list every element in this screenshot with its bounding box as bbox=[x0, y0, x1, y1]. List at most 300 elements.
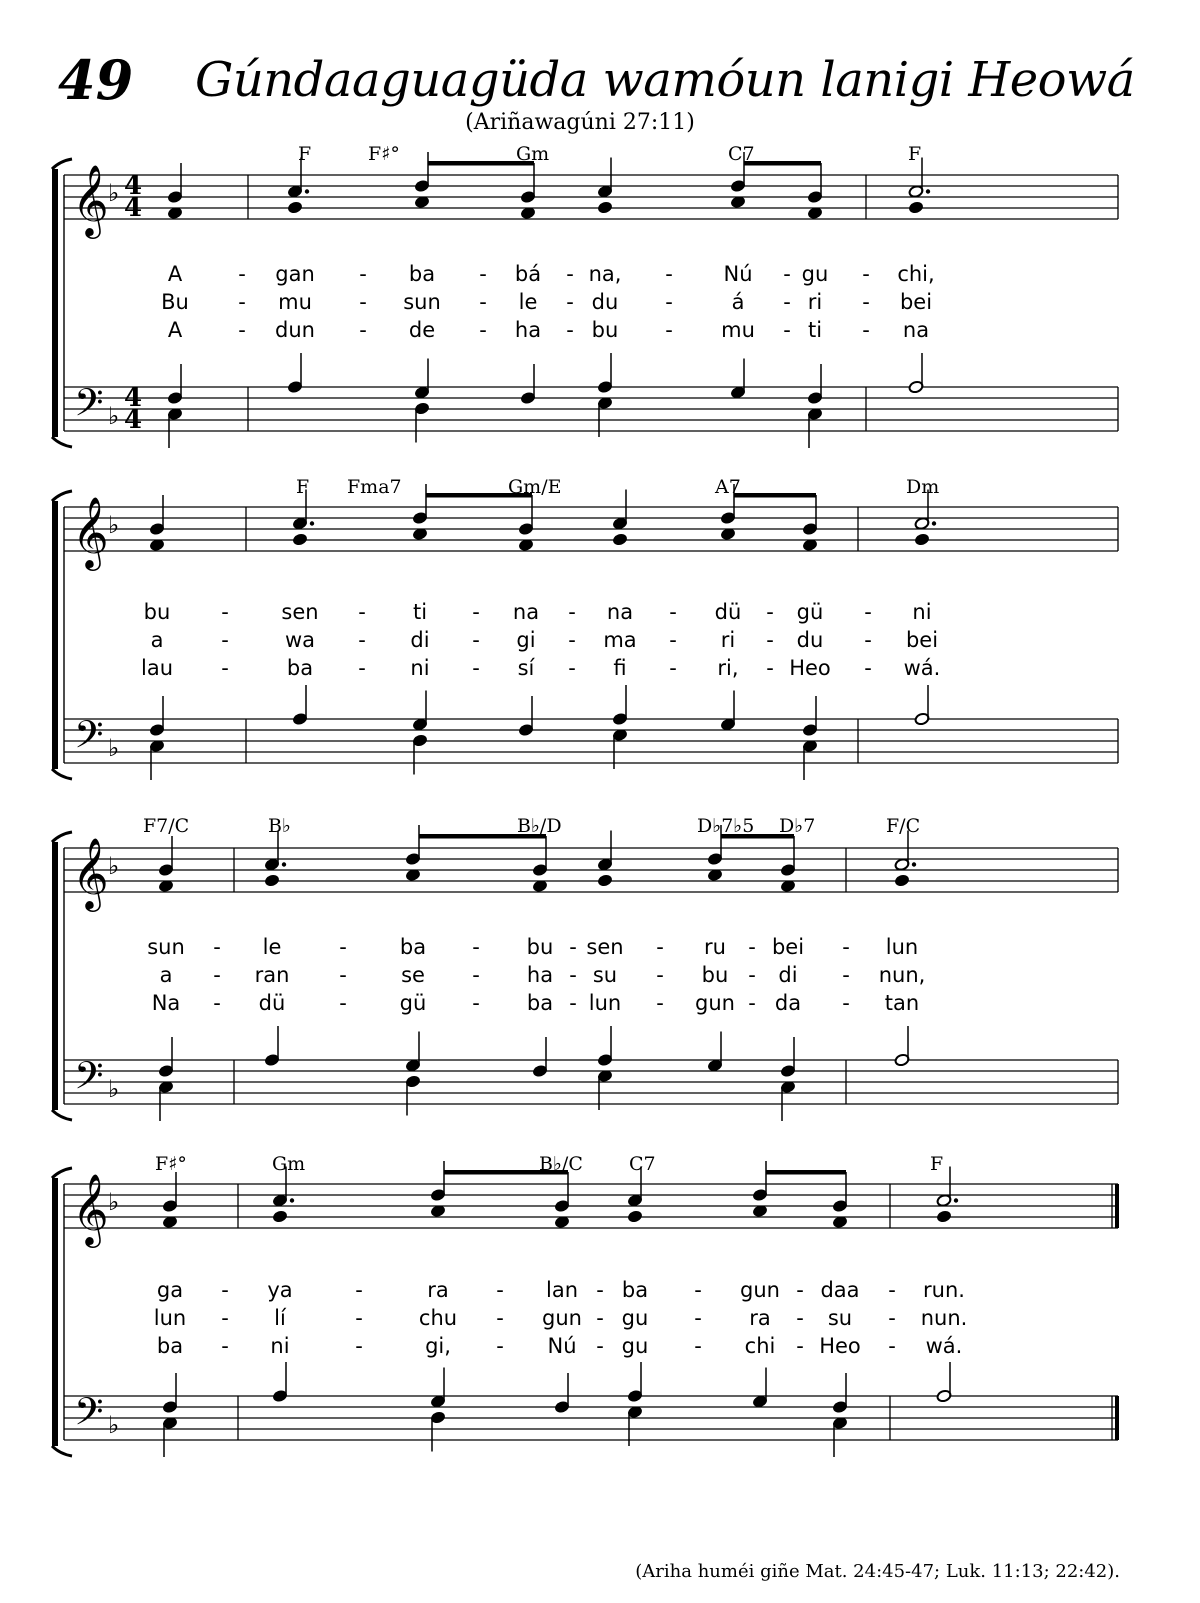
treble-clef: 𝄞 bbox=[72, 836, 109, 909]
time-signature-bottom: 4 bbox=[124, 193, 143, 223]
lyric-hyphen: - bbox=[472, 600, 480, 624]
lyric-syllable: wá. bbox=[903, 656, 941, 680]
note bbox=[894, 874, 910, 888]
lyric-syllable: sen bbox=[586, 935, 624, 959]
lyric-hyphen: - bbox=[358, 600, 366, 624]
lyric-hyphen: - bbox=[339, 935, 347, 959]
lyric-hyphen: - bbox=[796, 1306, 804, 1330]
lyric-hyphen: - bbox=[766, 600, 774, 624]
note bbox=[597, 831, 613, 872]
lyric-hyphen: - bbox=[355, 1278, 363, 1302]
key-flat: ♭ bbox=[108, 1075, 120, 1103]
lyric-syllable: na bbox=[902, 318, 930, 342]
lyric-hyphen: - bbox=[472, 991, 480, 1015]
lyric-syllable: gun bbox=[542, 1306, 582, 1330]
lyric-hyphen: - bbox=[748, 935, 756, 959]
note bbox=[520, 364, 536, 405]
lyric-hyphen: - bbox=[479, 262, 487, 286]
lyric-hyphen: - bbox=[359, 290, 367, 314]
chord-symbol: B♭/D bbox=[517, 815, 562, 837]
note bbox=[167, 163, 183, 204]
hymn-number: 49 bbox=[58, 48, 134, 112]
lyric-syllable: ra bbox=[427, 1278, 449, 1302]
note bbox=[405, 1075, 421, 1116]
lyric-syllable: ri, bbox=[717, 656, 739, 680]
lyric-syllable: ran bbox=[254, 963, 290, 987]
lyric-syllable: nun. bbox=[920, 1306, 968, 1330]
key-flat: ♭ bbox=[108, 852, 120, 880]
scripture-reference: (Ariñawagúni 27:11) bbox=[465, 110, 695, 135]
lyric-syllable: nun, bbox=[878, 963, 926, 987]
chord-symbol: B♭/C bbox=[539, 1153, 583, 1175]
key-flat: ♭ bbox=[108, 734, 120, 762]
treble-staff bbox=[64, 507, 1118, 551]
note bbox=[518, 696, 534, 737]
hymn-title: Gúndaaguagüda wamóun lanigi Heowá bbox=[195, 52, 1135, 108]
footnote-references: (Ariha huméi giñe Mat. 24:45-47; Luk. 11:13; 22:42). bbox=[635, 1561, 1120, 1582]
note bbox=[807, 364, 823, 405]
treble-staff bbox=[64, 1184, 1118, 1228]
lyric-hyphen: - bbox=[496, 1334, 504, 1358]
lyric-syllable: bei bbox=[771, 935, 805, 959]
lyric-syllable: su bbox=[827, 1306, 853, 1330]
lyric-syllable: wa bbox=[284, 628, 316, 652]
chord-symbol: F7/C bbox=[143, 815, 190, 837]
note bbox=[518, 495, 534, 536]
note bbox=[908, 201, 924, 215]
lyric-hyphen: - bbox=[355, 1334, 363, 1358]
note bbox=[520, 163, 536, 204]
lyric-syllable: ya bbox=[267, 1278, 293, 1302]
lyric-syllable: ba bbox=[408, 262, 436, 286]
lyric-hyphen: - bbox=[748, 991, 756, 1015]
lyric-hyphen: - bbox=[472, 935, 480, 959]
lyric-syllable: le bbox=[262, 935, 282, 959]
chord-symbol: Gm bbox=[516, 143, 550, 165]
lyric-hyphen: - bbox=[569, 991, 577, 1015]
note bbox=[287, 353, 303, 394]
lyric-syllable: bu bbox=[526, 935, 554, 959]
note bbox=[832, 1373, 848, 1414]
lyric-hyphen: - bbox=[213, 963, 221, 987]
lyric-syllable: sun bbox=[403, 290, 441, 314]
lyric-syllable: a bbox=[150, 628, 164, 652]
lyric-syllable: ni bbox=[270, 1334, 290, 1358]
bass-clef: 𝄢 bbox=[74, 1053, 104, 1107]
key-flat: ♭ bbox=[108, 1188, 120, 1216]
lyric-syllable: dü bbox=[714, 600, 742, 624]
note bbox=[532, 836, 548, 877]
lyric-hyphen: - bbox=[568, 656, 576, 680]
chord-symbol: C7 bbox=[629, 1153, 656, 1175]
lyric-syllable: ri bbox=[807, 290, 823, 314]
lyric-syllable: fi bbox=[613, 656, 627, 680]
lyric-hyphen: - bbox=[238, 262, 246, 286]
lyric-hyphen: - bbox=[238, 290, 246, 314]
lyric-hyphen: - bbox=[783, 262, 791, 286]
beam bbox=[744, 161, 821, 166]
note bbox=[162, 1416, 178, 1457]
note bbox=[936, 1210, 952, 1224]
lyric-syllable: bá bbox=[514, 262, 542, 286]
lyric-hyphen: - bbox=[888, 1306, 896, 1330]
lyric-hyphen: - bbox=[862, 262, 870, 286]
lyric-hyphen: - bbox=[359, 318, 367, 342]
note bbox=[272, 1210, 288, 1224]
note bbox=[832, 1172, 848, 1213]
lyric-syllable: na, bbox=[588, 262, 622, 286]
bass-clef: 𝄢 bbox=[74, 1389, 104, 1443]
lyric-syllable: dun bbox=[275, 318, 315, 342]
note bbox=[167, 407, 183, 448]
lyric-hyphen: - bbox=[568, 600, 576, 624]
note bbox=[914, 685, 930, 726]
note bbox=[612, 533, 628, 547]
lyric-syllable: gü bbox=[399, 991, 427, 1015]
beam bbox=[734, 493, 816, 498]
note bbox=[532, 1037, 548, 1078]
lyric-syllable: chi bbox=[744, 1334, 776, 1358]
lyric-syllable: bei bbox=[899, 290, 933, 314]
lyric-hyphen: - bbox=[339, 991, 347, 1015]
chord-symbol: F♯° bbox=[155, 1153, 187, 1175]
note bbox=[149, 495, 165, 536]
note bbox=[597, 874, 613, 888]
lyric-syllable: ru bbox=[704, 935, 726, 959]
note bbox=[597, 1026, 613, 1067]
lyric-hyphen: - bbox=[796, 1334, 804, 1358]
note bbox=[287, 201, 303, 215]
chord-symbol: F bbox=[908, 143, 922, 165]
lyric-syllable: di bbox=[410, 628, 430, 652]
time-signature-top: 4 bbox=[124, 171, 143, 201]
lyric-syllable: Nú bbox=[547, 1334, 577, 1358]
lyric-syllable: gun bbox=[695, 991, 735, 1015]
lyric-hyphen: - bbox=[496, 1306, 504, 1330]
lyric-hyphen: - bbox=[479, 318, 487, 342]
lyric-hyphen: - bbox=[665, 290, 673, 314]
time-signature-bottom: 4 bbox=[124, 405, 143, 435]
chord-symbol: F bbox=[930, 1153, 944, 1175]
lyric-syllable: Na bbox=[151, 991, 181, 1015]
lyric-syllable: gu bbox=[621, 1334, 649, 1358]
lyric-hyphen: - bbox=[862, 318, 870, 342]
chord-symbol: F♯° bbox=[368, 143, 400, 165]
treble-clef: 𝄞 bbox=[72, 495, 109, 568]
note bbox=[752, 1161, 768, 1202]
lyric-hyphen: - bbox=[479, 290, 487, 314]
lyric-syllable: a bbox=[159, 963, 173, 987]
chord-symbol: Gm/E bbox=[508, 476, 562, 498]
lyric-syllable: gu bbox=[801, 262, 829, 286]
note bbox=[802, 696, 818, 737]
bass-clef: 𝄢 bbox=[74, 380, 104, 434]
note bbox=[780, 1080, 796, 1121]
lyric-syllable: gi, bbox=[425, 1334, 451, 1358]
chord-symbol: F/C bbox=[886, 815, 921, 837]
lyric-syllable: chu bbox=[418, 1306, 458, 1330]
lyric-syllable: de bbox=[408, 318, 436, 342]
bass-staff bbox=[64, 1396, 1118, 1440]
lyric-hyphen: - bbox=[888, 1278, 896, 1302]
note bbox=[612, 685, 628, 726]
lyric-syllable: gan bbox=[275, 262, 315, 286]
lyric-hyphen: - bbox=[568, 628, 576, 652]
note bbox=[707, 1032, 723, 1073]
lyric-hyphen: - bbox=[596, 1278, 604, 1302]
lyric-syllable: na bbox=[606, 600, 634, 624]
lyric-hyphen: - bbox=[748, 963, 756, 987]
lyric-hyphen: - bbox=[566, 318, 574, 342]
chord-symbol: B♭ bbox=[268, 815, 291, 837]
note bbox=[832, 1416, 848, 1457]
note bbox=[802, 739, 818, 780]
lyric-hyphen: - bbox=[472, 628, 480, 652]
lyric-syllable: du bbox=[591, 290, 619, 314]
lyric-hyphen: - bbox=[221, 1334, 229, 1358]
lyric-hyphen: - bbox=[221, 1306, 229, 1330]
note bbox=[807, 407, 823, 448]
note bbox=[158, 836, 174, 877]
chord-symbol: A7 bbox=[715, 476, 741, 498]
lyric-syllable: le bbox=[518, 290, 538, 314]
note bbox=[554, 1172, 570, 1213]
note bbox=[264, 1026, 280, 1067]
note bbox=[412, 734, 428, 775]
note bbox=[162, 1172, 178, 1213]
lyric-hyphen: - bbox=[694, 1306, 702, 1330]
lyric-hyphen: - bbox=[665, 318, 673, 342]
lyric-syllable: ba bbox=[621, 1278, 649, 1302]
note bbox=[414, 152, 430, 193]
chord-symbol: Dm bbox=[906, 476, 940, 498]
lyric-syllable: lun bbox=[588, 991, 622, 1015]
note bbox=[752, 1368, 768, 1409]
lyric-syllable: bei bbox=[905, 628, 939, 652]
note bbox=[730, 359, 746, 400]
lyric-syllable: ni bbox=[410, 656, 430, 680]
note bbox=[167, 364, 183, 405]
lyric-syllable: ra bbox=[749, 1306, 771, 1330]
lyric-syllable: dü bbox=[258, 991, 286, 1015]
lyric-syllable: lau bbox=[140, 656, 174, 680]
note bbox=[149, 696, 165, 737]
lyric-hyphen: - bbox=[669, 656, 677, 680]
note bbox=[158, 1037, 174, 1078]
lyric-hyphen: - bbox=[358, 656, 366, 680]
lyric-syllable: ti bbox=[412, 600, 428, 624]
key-flat: ♭ bbox=[108, 1411, 120, 1439]
chord-symbol: Fma7 bbox=[347, 476, 402, 498]
lyric-hyphen: - bbox=[656, 991, 664, 1015]
note bbox=[597, 201, 613, 215]
note bbox=[914, 533, 930, 547]
lyric-hyphen: - bbox=[596, 1334, 604, 1358]
note bbox=[720, 691, 736, 732]
lyric-hyphen: - bbox=[669, 600, 677, 624]
note bbox=[412, 484, 428, 525]
lyric-hyphen: - bbox=[694, 1334, 702, 1358]
lyric-hyphen: - bbox=[766, 628, 774, 652]
lyric-syllable: ni bbox=[912, 600, 932, 624]
lyric-hyphen: - bbox=[783, 318, 791, 342]
lyric-syllable: ga bbox=[156, 1278, 184, 1302]
lyric-syllable: gi bbox=[516, 628, 536, 652]
lyric-hyphen: - bbox=[472, 656, 480, 680]
bass-staff bbox=[64, 387, 1118, 431]
note bbox=[414, 402, 430, 443]
note bbox=[597, 353, 613, 394]
lyric-syllable: su bbox=[592, 963, 618, 987]
system-3 bbox=[52, 832, 1118, 1120]
lyric-syllable: ma bbox=[603, 628, 637, 652]
note bbox=[807, 163, 823, 204]
lyric-hyphen: - bbox=[496, 1278, 504, 1302]
note bbox=[412, 691, 428, 732]
bass-clef: 𝄢 bbox=[74, 712, 104, 766]
lyric-syllable: wá. bbox=[925, 1334, 963, 1358]
key-flat: ♭ bbox=[108, 402, 120, 430]
lyric-hyphen: - bbox=[221, 656, 229, 680]
lyric-syllable: daa bbox=[820, 1278, 860, 1302]
treble-clef: 𝄞 bbox=[72, 1172, 109, 1245]
note bbox=[936, 1362, 952, 1403]
lyric-hyphen: - bbox=[472, 963, 480, 987]
lyric-syllable: ba bbox=[526, 991, 554, 1015]
lyric-syllable: Heo bbox=[819, 1334, 861, 1358]
lyric-hyphen: - bbox=[656, 963, 664, 987]
lyric-syllable: A bbox=[167, 318, 183, 342]
note bbox=[162, 1373, 178, 1414]
lyric-hyphen: - bbox=[221, 600, 229, 624]
note bbox=[430, 1161, 446, 1202]
note bbox=[149, 739, 165, 780]
key-flat: ♭ bbox=[108, 179, 120, 207]
lyric-syllable: se bbox=[401, 963, 425, 987]
bass-staff bbox=[64, 1060, 1118, 1104]
system-2 bbox=[52, 491, 1118, 779]
lyric-syllable: ba bbox=[156, 1334, 184, 1358]
note bbox=[264, 874, 280, 888]
system-bracket bbox=[52, 169, 58, 437]
lyric-syllable: bu bbox=[143, 600, 171, 624]
lyric-hyphen: - bbox=[221, 1278, 229, 1302]
note bbox=[158, 1080, 174, 1121]
lyric-syllable: da bbox=[774, 991, 802, 1015]
lyric-hyphen: - bbox=[796, 1278, 804, 1302]
note bbox=[405, 825, 421, 866]
lyric-syllable: di bbox=[778, 963, 798, 987]
lyric-hyphen: - bbox=[569, 963, 577, 987]
note bbox=[627, 1362, 643, 1403]
lyric-hyphen: - bbox=[665, 262, 673, 286]
lyric-hyphen: - bbox=[596, 1306, 604, 1330]
lyric-hyphen: - bbox=[864, 628, 872, 652]
note bbox=[802, 495, 818, 536]
lyric-syllable: Bu bbox=[161, 290, 189, 314]
lyric-syllable: ba bbox=[286, 656, 314, 680]
lyric-syllable: gü bbox=[796, 600, 824, 624]
lyric-hyphen: - bbox=[569, 935, 577, 959]
note bbox=[405, 1032, 421, 1073]
lyric-syllable: Nú bbox=[723, 262, 753, 286]
note bbox=[430, 1411, 446, 1452]
note bbox=[612, 490, 628, 531]
chord-symbol: F bbox=[296, 476, 310, 498]
note bbox=[597, 158, 613, 199]
lyric-syllable: lun bbox=[153, 1306, 187, 1330]
lyric-syllable: ri bbox=[720, 628, 736, 652]
lyric-syllable: lun bbox=[885, 935, 919, 959]
lyric-syllable: lí bbox=[274, 1306, 286, 1330]
lyric-syllable: bu bbox=[701, 963, 729, 987]
note bbox=[780, 1037, 796, 1078]
lyric-syllable: Heo bbox=[789, 656, 831, 680]
treble-staff bbox=[64, 175, 1118, 219]
lyric-hyphen: - bbox=[842, 935, 850, 959]
system-1 bbox=[52, 159, 1118, 447]
lyric-syllable: ba bbox=[399, 935, 427, 959]
chord-symbol: F bbox=[298, 143, 312, 165]
note bbox=[430, 1368, 446, 1409]
beam bbox=[766, 1170, 846, 1175]
lyric-hyphen: - bbox=[566, 290, 574, 314]
lyric-syllable: á bbox=[731, 290, 745, 314]
note bbox=[554, 1373, 570, 1414]
lyric-hyphen: - bbox=[694, 1278, 702, 1302]
lyric-syllable: ti bbox=[807, 318, 823, 342]
lyric-hyphen: - bbox=[864, 656, 872, 680]
lyric-syllable: bu bbox=[591, 318, 619, 342]
lyric-syllable: mu bbox=[278, 290, 312, 314]
note bbox=[292, 685, 308, 726]
lyric-hyphen: - bbox=[213, 991, 221, 1015]
lyric-hyphen: - bbox=[842, 963, 850, 987]
system-bracket bbox=[52, 501, 58, 769]
lyric-syllable: du bbox=[796, 628, 824, 652]
note bbox=[292, 533, 308, 547]
lyric-syllable: sun bbox=[147, 935, 185, 959]
note bbox=[780, 836, 796, 877]
treble-staff bbox=[64, 848, 1118, 892]
lyric-syllable: ha bbox=[526, 963, 554, 987]
note bbox=[894, 1026, 910, 1067]
lyric-hyphen: - bbox=[221, 628, 229, 652]
lyric-syllable: lan bbox=[545, 1278, 579, 1302]
system-bracket bbox=[52, 842, 58, 1110]
lyric-syllable: chi, bbox=[897, 262, 935, 286]
bass-staff bbox=[64, 719, 1118, 763]
note bbox=[908, 353, 924, 394]
lyric-syllable: gun bbox=[740, 1278, 780, 1302]
lyric-hyphen: - bbox=[888, 1334, 896, 1358]
chord-symbol: C7 bbox=[728, 143, 755, 165]
lyric-syllable: A bbox=[167, 262, 183, 286]
lyric-hyphen: - bbox=[669, 628, 677, 652]
key-flat: ♭ bbox=[108, 511, 120, 539]
lyric-hyphen: - bbox=[656, 935, 664, 959]
time-signature-top: 4 bbox=[124, 383, 143, 413]
lyric-hyphen: - bbox=[238, 318, 246, 342]
lyric-hyphen: - bbox=[358, 628, 366, 652]
lyric-hyphen: - bbox=[213, 935, 221, 959]
lyric-hyphen: - bbox=[355, 1306, 363, 1330]
lyric-hyphen: - bbox=[339, 963, 347, 987]
note bbox=[627, 1210, 643, 1224]
chord-symbol: D♭7 bbox=[779, 815, 816, 837]
note bbox=[414, 359, 430, 400]
chord-symbol: Gm bbox=[272, 1153, 306, 1175]
